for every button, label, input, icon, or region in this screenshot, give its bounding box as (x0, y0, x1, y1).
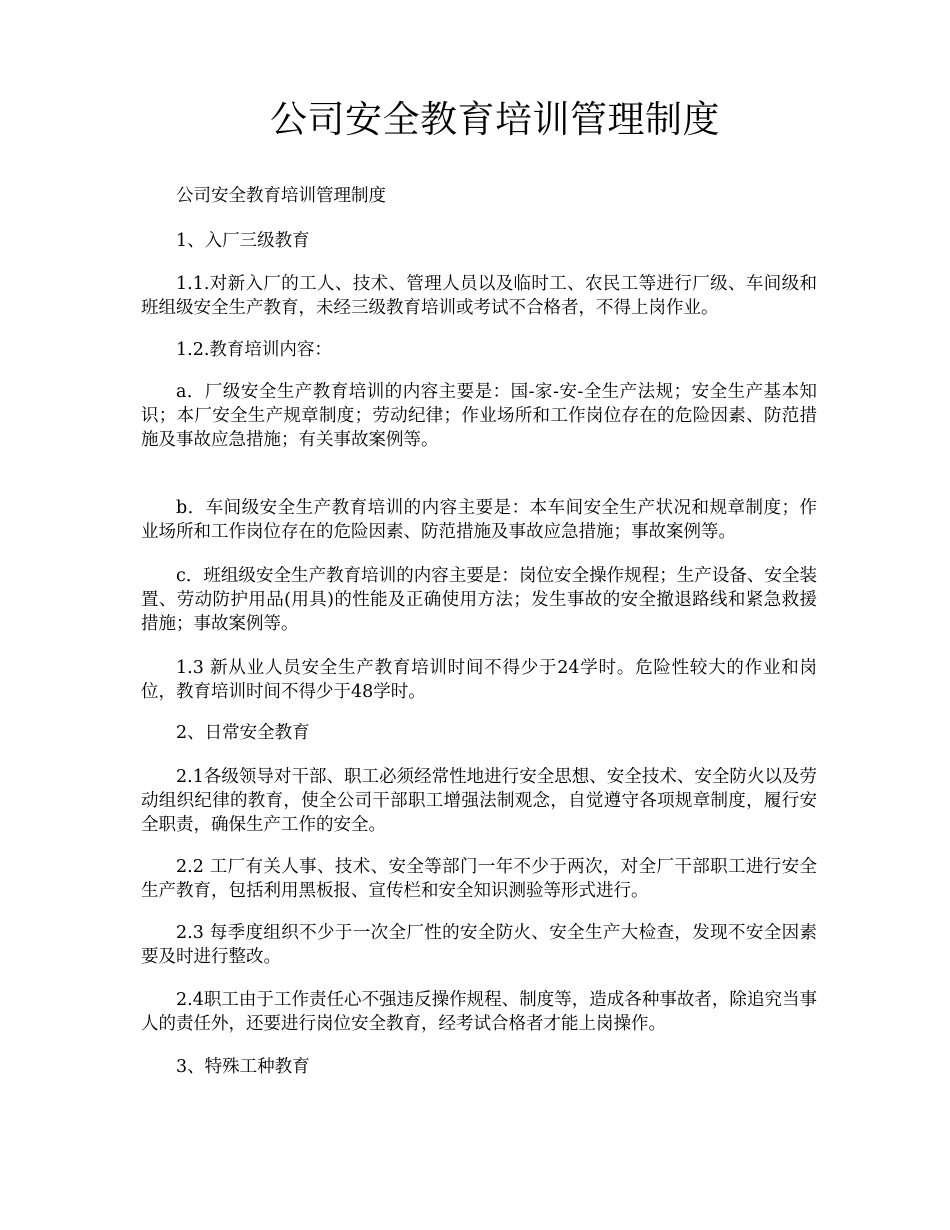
paragraph-item-a: a．厂级安全生产教育培训的内容主要是：国-家-安-全生产法规；安全生产基本知识；本厂安全生产规章制度；劳动纪律；作业场所和工作岗位存在的危险因素、防范措施及事故应急措施；有关事故案例等。 (141, 382, 817, 450)
paragraph-doc-name: 公司安全教育培训管理制度 (176, 186, 386, 206)
paragraph-item-b: b．车间级安全生产教育培训的内容主要是：本车间安全生产状况和规章制度；作业场所和工作岗位存在的危险因素、防范措施及事故应急措施；事故案例等。 (141, 498, 817, 542)
paragraph-2-3: 2.3 每季度组织不少于一次全厂性的安全防火、安全生产大检查，发现不安全因素要及时进行整改。 (141, 923, 817, 967)
paragraph-1-1: 1.1.对新入厂的工人、技术、管理人员以及临时工、农民工等进行厂级、车间级和班组级安全生产教育，未经三级教育培训或考试不合格者，不得上岗作业。 (141, 274, 817, 318)
paragraph-2-4: 2.4职工由于工作责任心不强违反操作规程、制度等，造成各种事故者，除追究当事人的责任外，还要进行岗位安全教育，经考试合格者才能上岗操作。 (141, 990, 817, 1034)
heading-section-2: 2、日常安全教育 (176, 723, 310, 743)
paragraph-1-3: 1.3 新从业人员安全生产教育培训时间不得少于24学时。危险性较大的作业和岗位，教育培训时间不得少于48学时。 (141, 658, 817, 702)
paragraph-2-2: 2.2 工厂有关人事、技术、安全等部门一年不少于两次，对全厂干部职工进行安全生产教育，包括利用黑板报、宣传栏和安全知识测验等形式进行。 (141, 857, 817, 901)
heading-section-1: 1、入厂三级教育 (176, 231, 310, 251)
heading-section-3: 3、特殊工种教育 (176, 1057, 310, 1077)
document-title: 公司安全教育培训管理制度 (270, 98, 720, 141)
paragraph-2-1: 2.1各级领导对干部、职工必须经常性地进行安全思想、安全技术、安全防火以及劳动组织纪律的教育，使全公司干部职工增强法制观念，自觉遵守各项规章制度，履行安全职责，确保生产工作的安全。 (141, 767, 817, 835)
paragraph-item-c: c．班组级安全生产教育培训的内容主要是：岗位安全操作规程；生产设备、安全装置、劳动防护用品(用具)的性能及正确使用方法；发生事故的安全撤退路线和紧急救援措施；事故案例等。 (141, 566, 817, 634)
paragraph-1-2: 1.2.教育培训内容： (176, 340, 332, 360)
